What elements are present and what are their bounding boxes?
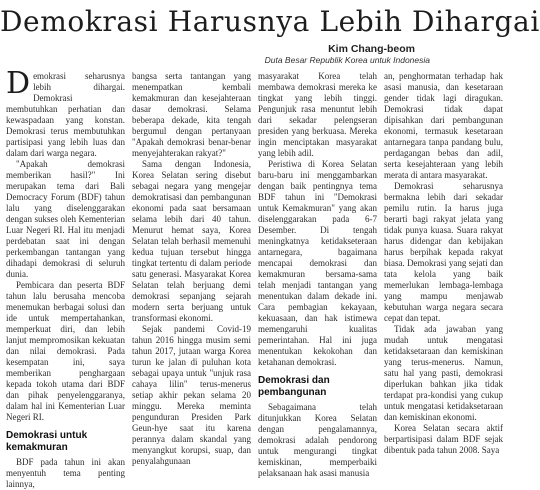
section-subheading: Demokrasi dan pembangunan bbox=[258, 375, 330, 398]
paragraph: Sejak pandemi Covid-19 tahun 2016 hingga musim semi tahun 2017, jutaan warga Korea turun ke jalan di puluhan kota sebagai upaya untuk "unjuk rasa cahaya lilin" terus-menerus setiap akhir pekan selama 20 minggu. Mereka meminta pengunduran Presiden Park Geun-hye saat itu karena perannya dalam skandal yang menyangkut korupsi, suap, dan penyalahgunaan bbox=[132, 324, 251, 466]
article-column-2 bbox=[132, 71, 251, 466]
paragraph: Sebagaimana telah ditunjukkan Korea Selatan dengan pengalamannya, demokrasi adalah pendorong untuk mengurangi tingkat kemiskinan, memperbaiki pelaksanaan hak asasi manusia bbox=[258, 402, 377, 478]
article-column-4 bbox=[384, 71, 503, 455]
paragraph: Demokrasi seharusnya lebih dihargai. Demokrasi membutuhkan perhatian dan kewaspadaan yang konstan. Demokrasi terus membutuhkan partisipasi yang lebih luas dan dalam dari warga negara. bbox=[6, 66, 125, 158]
author-role: Duta Besar Republik Korea untuk Indonesia bbox=[264, 55, 430, 65]
paragraph: an, penghormatan terhadap hak asasi manusia, dan kesetaraan gender tidak lagi diragukan. Demokrasi tidak dapat dipisahkan dari pembangunan ekonomi, termasuk kesetaraan antarnegara tanpa pandang bulu, perdagangan bebas dan adil, serta kesejahteraan yang lebih merata di antara masyarakat. bbox=[384, 71, 503, 180]
paragraph: bangsa serta tantangan yang menempatkan kembali kemakmuran dan kesejahteraan dasar demokrasi. Selama beberapa dekade, kita tengah bergumul dengan pertanyaan "Apakah demokrasi benar-benar menyejahterakan rakyat?" bbox=[132, 71, 251, 158]
paragraph: Peristiwa di Korea Selatan baru-baru ini menggambarkan dengan baik pentingnya tema BDF tahun ini "Demokrasi untuk Kemakmuran" yang akan diselenggarakan pada 6-7 Desember. Di tengah meningkatnya ketidakseteraan antarnegara, bagaimana mencapai demokrasi dan kemakmuran bersama-sama telah menjadi tantangan yang menentukan dalam dekade ini. Cara pembagian kekayaan, kekuasaan, dan hak istimewa memengaruhi kualitas pemerintahan. Hal ini juga menentukan kekokohan dan ketahanan demokrasi. bbox=[258, 159, 377, 367]
paragraph: Pembicara dan peserta BDF tahun lalu berusaha mencoba menemukan berbagai solusi dan ide untuk mempertahankan, memperkuat diri, dan lebih lanjut mempromosikan kekuatan dan nilai demokrasi. Pada kesempatan ini, saya memberikan penghargaan kepada tokoh utama dari BDF dan pihak penyelenggaranya, dalam hal ini Kementerian Luar Negeri RI. bbox=[6, 280, 125, 422]
paragraph: Korea Selatan secara aktif berpartisipasi dalam BDF sejak dibentuk pada tahun 2008. Saya bbox=[384, 423, 503, 455]
paragraph: BDF pada tahun ini akan menyentuh tema penting lainnya, bbox=[6, 457, 125, 489]
paragraph: Tidak ada jawaban yang mudah untuk mengatasi ketidaksetaraan dan kemiskinan yang terus-menerus. Namun, satu hal yang pasti, demokrasi diperlukan bahkan jika tidak terdapat pra-kondisi yang cukup untuk mengatasi ketidaksetaraan dan kemiskinan ekonomi. bbox=[384, 324, 503, 422]
article-column-1 bbox=[6, 66, 125, 489]
section-subheading: Demokrasi untuk kemakmuran bbox=[6, 430, 88, 453]
dropcap: D bbox=[6, 66, 31, 101]
author-name: Kim Chang-beom bbox=[328, 43, 415, 55]
article-headline: Demokrasi Harusnya Lebih Dihargai bbox=[0, 5, 540, 38]
paragraph: masyarakat Korea telah membawa demokrasi mereka ke tingkat yang lebih tinggi. Pengunjuk rasa menuntut lebih dari sekadar pelengseran presiden yang berkuasa. Mereka ingin menciptakan masyarakat yang lebih adil. bbox=[258, 71, 377, 158]
paragraph: "Apakah demokrasi memberikan hasil?" Ini merupakan tema dari Bali Democracy Forum (BDF) tahun lalu yang diselenggarakan dengan sukses oleh Kementerian Luar Negeri RI. Hal itu menjadi perdebatan saat ini dengan perkembangan tantangan yang dihadapi demokrasi di seluruh dunia. bbox=[6, 159, 125, 279]
paragraph: Demokrasi seharusnya bermakna lebih dari sekadar pemilu rutin. Ia harus juga berarti bagi rakyat jelata yang tidak punya kuasa. Suara rakyat harus didengar dan kebijakan harus berpihak kepada rakyat biasa. Demokrasi yang sejati dan tata kelola yang baik memerlukan lembaga-lembaga yang mampu menjawab kebutuhan warga negara secara cepat dan tepat. bbox=[384, 181, 503, 323]
paragraph: Sama dengan Indonesia, Korea Selatan sering disebut sebagai negara yang mengejar demokratisasi dan pembangunan ekonomi pada saat bersamaan selama lebih dari 40 tahun. Menurut hemat saya, Korea Selatan telah berhasil memenuhi kedua tujuan tersebut hingga tingkat tertentu di dalam periode satu generasi. Masyarakat Korea Selatan telah berjuang demi demokrasi sepanjang sejarah modern serta berjuang untuk transformasi ekonomi. bbox=[132, 159, 251, 323]
article-column-3 bbox=[258, 71, 377, 478]
